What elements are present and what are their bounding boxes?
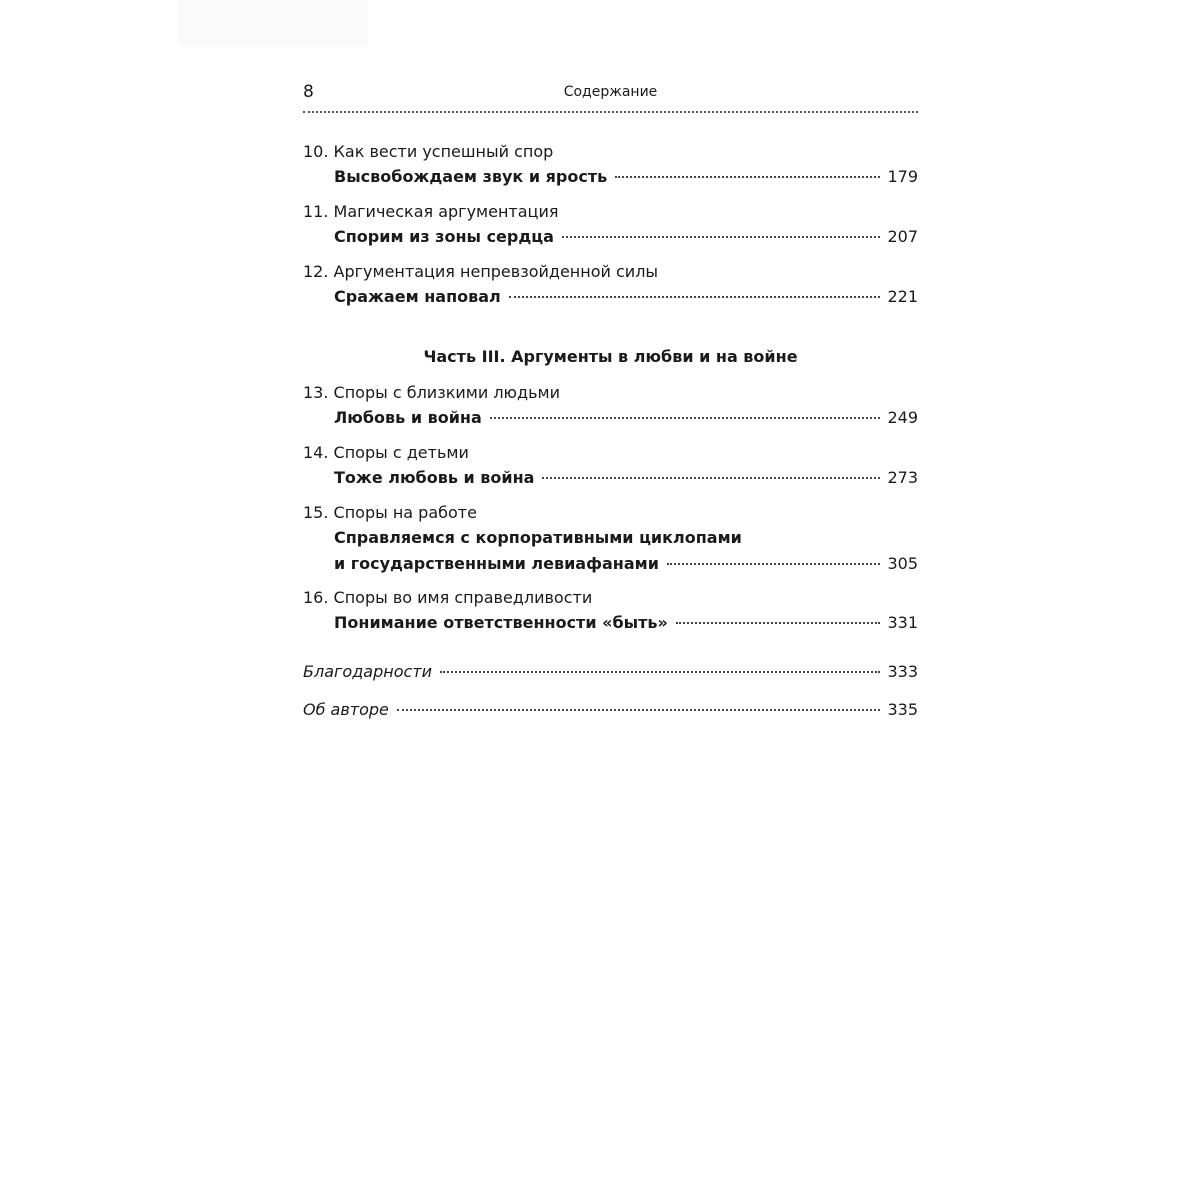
dot-leader	[490, 417, 880, 419]
dot-leader	[667, 563, 880, 565]
chapter-subtitle: Высвобождаем звук и ярость	[334, 167, 608, 186]
page-ref: 207	[887, 227, 918, 246]
dot-leader	[676, 622, 880, 624]
chapter-title: 15. Споры на работе	[303, 503, 477, 522]
header-dotted-rule	[303, 111, 918, 113]
toc-entry-12	[303, 260, 918, 310]
chapter-title: 11. Магическая аргументация	[303, 202, 559, 221]
dot-leader	[440, 671, 880, 673]
toc-entry-14	[303, 441, 918, 491]
toc-entry-15	[303, 501, 918, 577]
chapter-title: 10. Как вести успешный спор	[303, 142, 554, 161]
chapter-title: 16. Споры во имя справедливости	[303, 588, 593, 607]
page-ref: 335	[887, 700, 918, 719]
page-number: 8	[303, 82, 314, 102]
part-heading: Часть III. Аргументы в любви и на войне	[423, 347, 798, 366]
chapter-subtitle-line1: Справляемся с корпоративными циклопами	[334, 528, 742, 547]
page-ref: 179	[887, 167, 918, 186]
dot-leader	[509, 296, 880, 298]
dot-leader	[542, 477, 880, 479]
toc-entry-acknowledgements	[303, 659, 918, 685]
chapter-subtitle-row	[303, 284, 918, 310]
page-ref: 273	[887, 468, 918, 487]
toc-entry-13	[303, 381, 918, 431]
chapter-subtitle: Любовь и война	[334, 408, 482, 427]
chapter-subtitle: Понимание ответственности «быть»	[334, 613, 668, 632]
page-ref: 333	[887, 662, 918, 681]
chapter-subtitle: Сражаем наповал	[334, 287, 501, 306]
chapter-subtitle-line2: и государственными левиафанами	[334, 554, 659, 573]
chapter-subtitle-row	[303, 551, 918, 577]
chapter-title: 13. Споры с близкими людьми	[303, 383, 560, 402]
toc-entry-16	[303, 586, 918, 636]
back-matter-label: Об авторе	[303, 700, 389, 719]
running-head	[303, 80, 918, 106]
chapter-subtitle-row	[303, 465, 918, 491]
page-ref: 305	[887, 554, 918, 573]
chapter-subtitle-row	[303, 224, 918, 250]
dot-leader	[562, 236, 880, 238]
toc-entry-10	[303, 140, 918, 190]
scan-artifact	[178, 0, 368, 46]
page-ref: 221	[887, 287, 918, 306]
chapter-subtitle-row	[303, 164, 918, 190]
page-ref: 249	[887, 408, 918, 427]
chapter-subtitle-row	[303, 405, 918, 431]
chapter-subtitle-row	[303, 610, 918, 636]
page-ref: 331	[887, 613, 918, 632]
dot-leader	[397, 709, 880, 711]
chapter-subtitle: Спорим из зоны сердца	[334, 227, 554, 246]
chapter-title: 14. Споры с детьми	[303, 443, 469, 462]
dot-leader	[615, 176, 880, 178]
toc-entry-11	[303, 200, 918, 250]
running-head-title: Содержание	[563, 84, 658, 100]
toc-entry-about-author	[303, 697, 918, 723]
chapter-subtitle: Тоже любовь и война	[334, 468, 535, 487]
back-matter-label: Благодарности	[303, 662, 432, 681]
chapter-title: 12. Аргументация непревзойденной силы	[303, 262, 659, 281]
